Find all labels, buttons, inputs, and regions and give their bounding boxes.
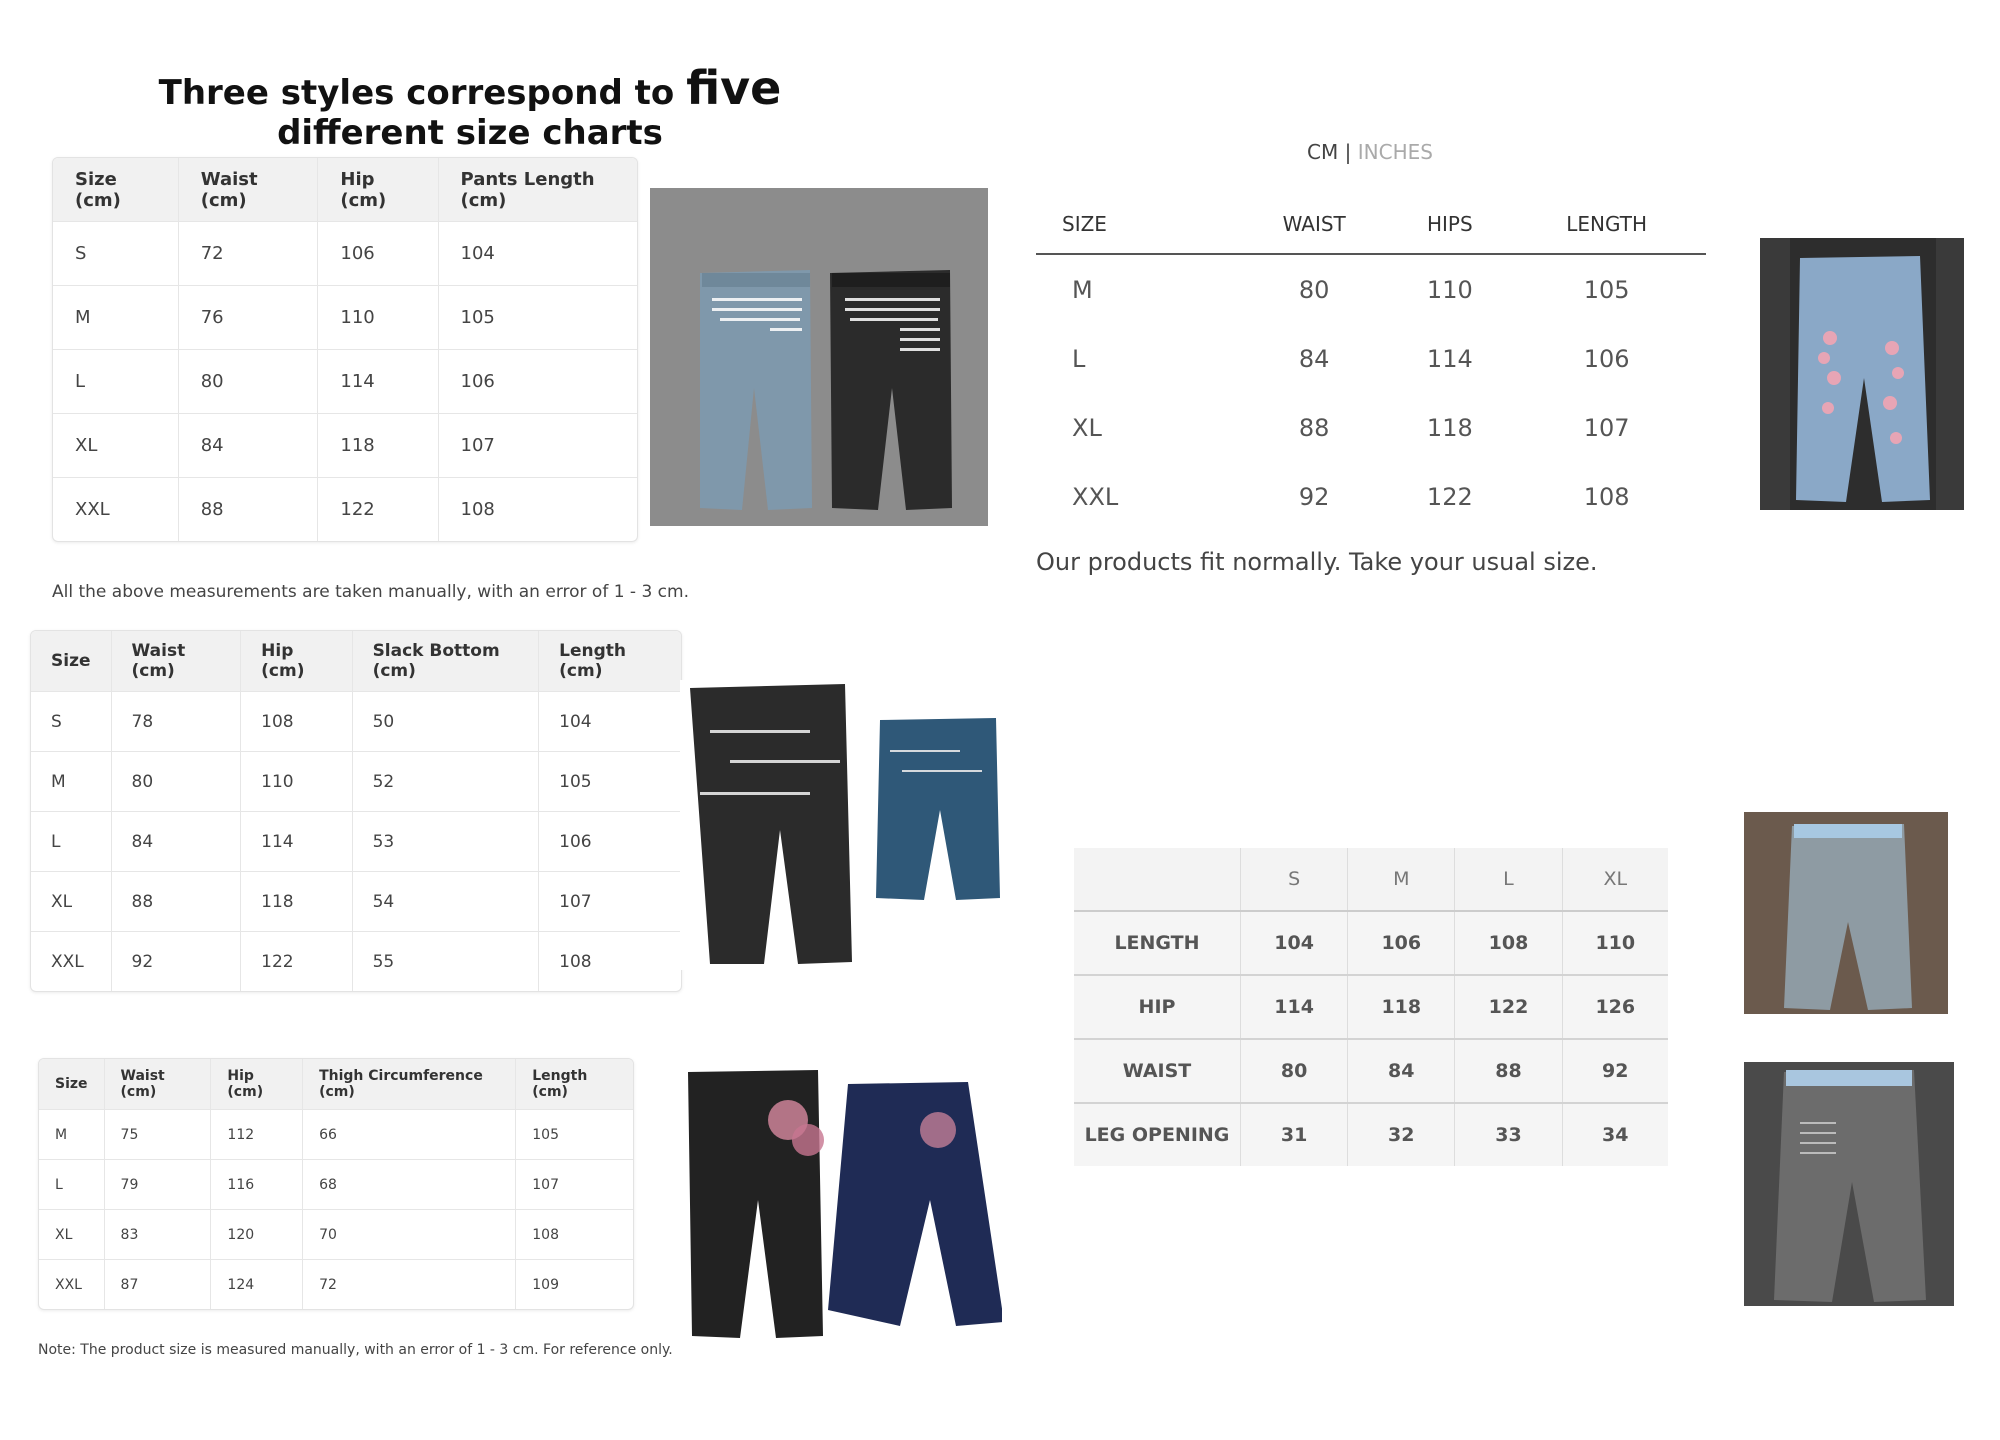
header-row [53,158,637,222]
table-cell: 126 [1562,975,1668,1039]
table-cell: 107 [439,414,637,478]
table-cell: 108 [460,499,495,520]
row-label: S [53,222,179,286]
row-label: L [1072,344,1086,373]
unit-cm-option[interactable]: CM [1307,140,1339,164]
row-label: XXL [39,1260,105,1309]
size-chart-3 [38,1058,634,1310]
column-header-hip-cm: Hip (cm) [211,1059,303,1110]
table-cell: 105 [516,1110,633,1160]
page-title [150,61,790,153]
row-label: XXL [53,478,179,541]
table-cell: 108 [1583,482,1630,511]
table-cell: 107 [516,1160,633,1210]
table-cell: 88 [112,872,242,932]
table-row [39,1160,633,1210]
column-header-slack-bottom-cm: Slack Bottom (cm) [353,631,540,692]
title-line2: different size charts [277,113,663,153]
table-cell: 110 [318,286,438,350]
table-cell: 88 [1298,413,1330,442]
column-header-corner [1074,848,1241,911]
table-cell: 80 [179,350,319,414]
table-cell: 79 [105,1160,212,1210]
column-header-waist-cm: Waist (cm) [112,631,242,692]
table-row [1074,1103,1668,1166]
table-cell: 78 [112,692,242,752]
table-cell: 87 [105,1260,212,1309]
row-label: S [31,692,112,752]
table-row [1074,975,1668,1039]
table-cell: 120 [211,1210,303,1260]
table-cell: 68 [303,1160,516,1210]
table-row [31,812,681,872]
table-cell: 114 [318,350,438,414]
table-cell: 124 [211,1260,303,1309]
unit-separator: | [1344,140,1352,164]
table-cell: 106 [318,222,438,286]
table-row [53,350,637,414]
row-label: L [53,350,179,414]
table-row [39,1260,633,1309]
column-header-thigh-circumference-cm: Thigh Circumference (cm) [303,1059,516,1110]
table-cell: 107 [539,872,681,932]
column-header-s: S [1241,848,1348,911]
table-row [31,932,681,991]
row-label: L [39,1160,105,1210]
column-header-pants-length-cm: Pants Length (cm) [439,158,637,222]
table-cell: 84 [112,812,242,872]
table-cell: 31 [1241,1103,1348,1166]
table-row [39,1110,633,1160]
table-cell: 70 [303,1210,516,1260]
row-label: XL [53,414,179,478]
row-label: XXL [31,932,112,991]
table-cell: 110 [241,752,352,812]
table-row [1074,1039,1668,1103]
column-header-length-cm: Length (cm) [516,1059,633,1110]
jeans-black-and-blue-with-script-photo [680,680,1002,970]
table-cell: 108 [559,951,592,972]
table-cell: 108 [241,692,352,752]
table-cell: 75 [105,1110,212,1160]
table-cell: 80 [112,752,242,812]
table-cell: 114 [241,812,352,872]
table-cell: 104 [539,692,681,752]
table-cell: 105 [439,286,637,350]
row-label: XL [39,1210,105,1260]
table-cell: 92 [1562,1039,1668,1103]
table-cell: 118 [1426,413,1473,442]
table-cell: 54 [353,872,540,932]
size-chart-5 [1074,848,1668,1166]
table-row [53,222,637,286]
table-cell: 84 [1348,1039,1455,1103]
table-cell: 66 [303,1110,516,1160]
column-header-waist: WAIST [1236,195,1393,254]
table-cell: 52 [353,752,540,812]
table-row [53,414,637,478]
table-cell: 106 [439,350,637,414]
table-cell: 104 [439,222,637,286]
table-cell: 72 [179,222,319,286]
jeans-black-and-navy-with-floral-photo [668,1070,1002,1340]
column-header-length-cm: Length (cm) [539,631,681,692]
table-cell: 88 [1455,1039,1562,1103]
table-row [1036,393,1706,462]
table-cell: 104 [1241,911,1348,975]
table-cell: 107 [1583,413,1630,442]
column-header-size: Size [31,631,112,692]
table-cell: 72 [303,1260,516,1309]
table-cell: 118 [1348,975,1455,1039]
table-cell: 84 [179,414,319,478]
table-row [39,1210,633,1260]
row-label: HIP [1074,975,1241,1039]
title-five: five [686,61,782,115]
size-chart-2 [30,630,682,992]
table-cell: 112 [211,1110,303,1160]
table-cell: 55 [353,932,540,991]
header-row [1074,848,1668,911]
header-row [1036,195,1706,254]
table-cell: 106 [539,812,681,872]
table-cell: 33 [1455,1103,1562,1166]
table-cell: 105 [539,752,681,812]
table-cell: 114 [1241,975,1348,1039]
table-cell: 34 [1562,1103,1668,1166]
column-header-size: SIZE [1036,195,1236,254]
table-row [53,478,637,541]
table-cell: 122 [1426,482,1473,511]
title-line1: Three styles correspond to [158,73,687,113]
table-row [31,752,681,812]
table-cell: 109 [532,1276,559,1293]
table-row [1036,324,1706,393]
row-label: LENGTH [1074,911,1241,975]
table-cell: 80 [1241,1039,1348,1103]
table-cell: 110 [1562,911,1668,975]
column-header-waist-cm: Waist (cm) [105,1059,212,1110]
table-cell: 106 [1583,344,1630,373]
table-cell: 76 [179,286,319,350]
table-cell: 92 [112,932,242,991]
table-cell: 114 [1426,344,1473,373]
table-row [1036,462,1706,531]
jeans-faded-blue-photo [1744,812,1948,1014]
table-cell: 92 [1298,482,1330,511]
row-label: WAIST [1074,1039,1241,1103]
column-header-waist-cm: Waist (cm) [179,158,319,222]
table-row [1036,254,1706,324]
header-row [31,631,681,692]
table-cell: 110 [1426,275,1473,304]
table-cell: 108 [516,1210,633,1260]
table-cell: 50 [353,692,540,752]
size-chart-1 [52,157,638,542]
jeans-light-and-black-with-text-photo [650,188,988,526]
column-header-xl: XL [1562,848,1668,911]
column-header-size-cm: Size (cm) [53,158,179,222]
table-cell: 116 [211,1160,303,1210]
measurement-note: All the above measurements are taken manually, with an error of 1 - 3 cm. [52,582,689,602]
column-header-hip-cm: Hip (cm) [241,631,352,692]
table-row [31,872,681,932]
table-row [53,286,637,350]
table-cell: 106 [1348,911,1455,975]
table-cell: 122 [241,932,352,991]
row-label: XL [1072,413,1102,442]
row-label: M [39,1110,105,1160]
jeans-grey-acid-wash-photo [1744,1062,1954,1306]
table-cell: 53 [353,812,540,872]
table-row [1074,911,1668,975]
table-cell: 88 [179,478,319,541]
header-row [39,1059,633,1110]
table-cell: 83 [105,1210,212,1260]
column-header-m: M [1348,848,1455,911]
jeans-light-blue-floral-photo [1760,238,1964,510]
table-cell: 118 [318,414,438,478]
row-label: M [1072,275,1093,304]
column-header-size: Size [39,1059,105,1110]
column-header-hips: HIPS [1392,195,1507,254]
column-header-length: LENGTH [1507,195,1706,254]
table-cell: 118 [241,872,352,932]
row-label: M [31,752,112,812]
column-header-l: L [1455,848,1562,911]
row-label: M [53,286,179,350]
table-row [31,692,681,752]
row-label: L [31,812,112,872]
table-cell: 122 [318,478,438,541]
row-label: LEG OPENING [1074,1103,1241,1166]
size-chart-4 [1036,195,1706,531]
column-header-hip-cm: Hip (cm) [318,158,438,222]
row-label: XL [31,872,112,932]
reference-note: Note: The product size is measured manually, with an error of 1 - 3 cm. For reference only. [38,1342,673,1358]
unit-toggle [1200,140,1540,164]
table-cell: 84 [1298,344,1330,373]
table-cell: 105 [1583,275,1630,304]
table-cell: 32 [1348,1103,1455,1166]
unit-inches-option[interactable]: INCHES [1357,140,1433,164]
table-cell: 122 [1455,975,1562,1039]
table-cell: 108 [1455,911,1562,975]
row-label: XXL [1072,482,1119,511]
fit-note: Our products fit normally. Take your usual size. [1036,548,1598,576]
table-cell: 80 [1298,275,1330,304]
